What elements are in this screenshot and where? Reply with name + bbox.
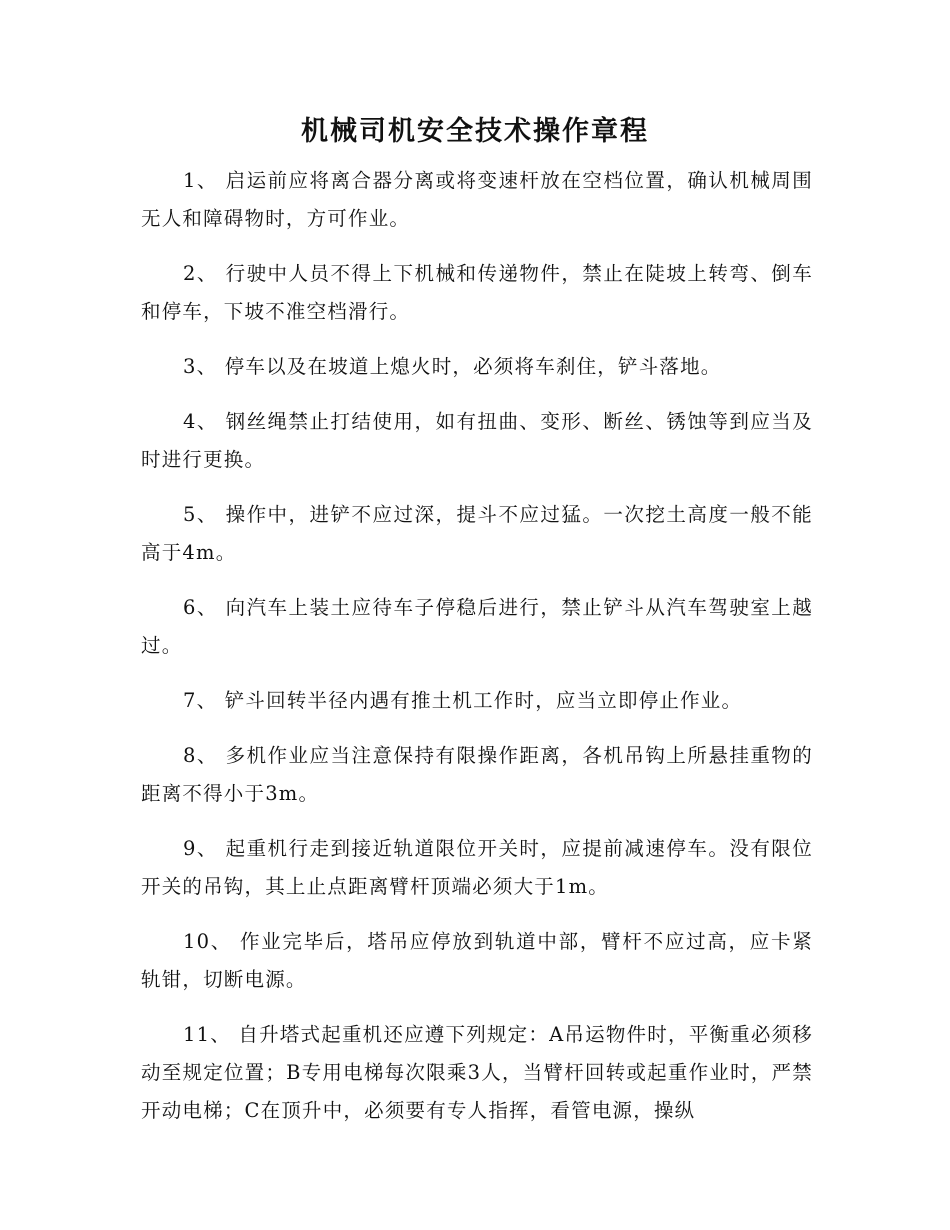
page-title: 机械司机安全技术操作章程: [301, 116, 649, 147]
paragraph-item-7: 7、 铲斗回转半径内遇有推土机工作时，应当立即停止作业。: [183, 689, 743, 712]
paragraph-item-11: 11、 自升塔式起重机还应遵下列规定：A吊运物件时，平衡重必须移动至规定位置；B专用电梯每次限乘3人，当臂杆回转或起重作业时，严禁开动电梯；C在顶升中，必须要有专人指挥，看管电源，操纵: [141, 1023, 813, 1122]
paragraph-item-8: 8、 多机作业应当注意保持有限操作距离，各机吊钩上所悬挂重物的距离不得小于3m。: [141, 744, 813, 805]
paragraph-item-6: 6、 向汽车上装土应待车子停稳后进行，禁止铲斗从汽车驾驶室上越过。: [141, 596, 813, 657]
document-body: [141, 162, 813, 1147]
paragraph-item-1: 1、 启运前应将离合器分离或将变速杆放在空档位置，确认机械周围无人和障碍物时，方可作业。: [141, 169, 813, 230]
paragraph-item-3: 3、 停车以及在坡道上熄火时，必须将车刹住，铲斗落地。: [183, 355, 722, 378]
paragraph-item-2: 2、 行驶中人员不得上下机械和传递物件，禁止在陡坡上转弯、倒车和停车，下坡不准空档滑行。: [141, 262, 813, 323]
paragraph-item-10: 10、 作业完毕后，塔吊应停放到轨道中部，臂杆不应过高，应卡紧轨钳，切断电源。: [141, 930, 813, 991]
paragraph-item-9: 9、 起重机行走到接近轨道限位开关时，应提前减速停车。没有限位开关的吊钩，其上止点距离臂杆顶端必须大于1m。: [141, 837, 813, 898]
paragraph-item-4: 4、 钢丝绳禁止打结使用，如有扭曲、变形、断丝、锈蚀等到应当及时进行更换。: [141, 410, 813, 471]
paragraph-item-5: 5、 操作中，进铲不应过深，提斗不应过猛。一次挖土高度一般不能高于4m。: [141, 503, 813, 564]
